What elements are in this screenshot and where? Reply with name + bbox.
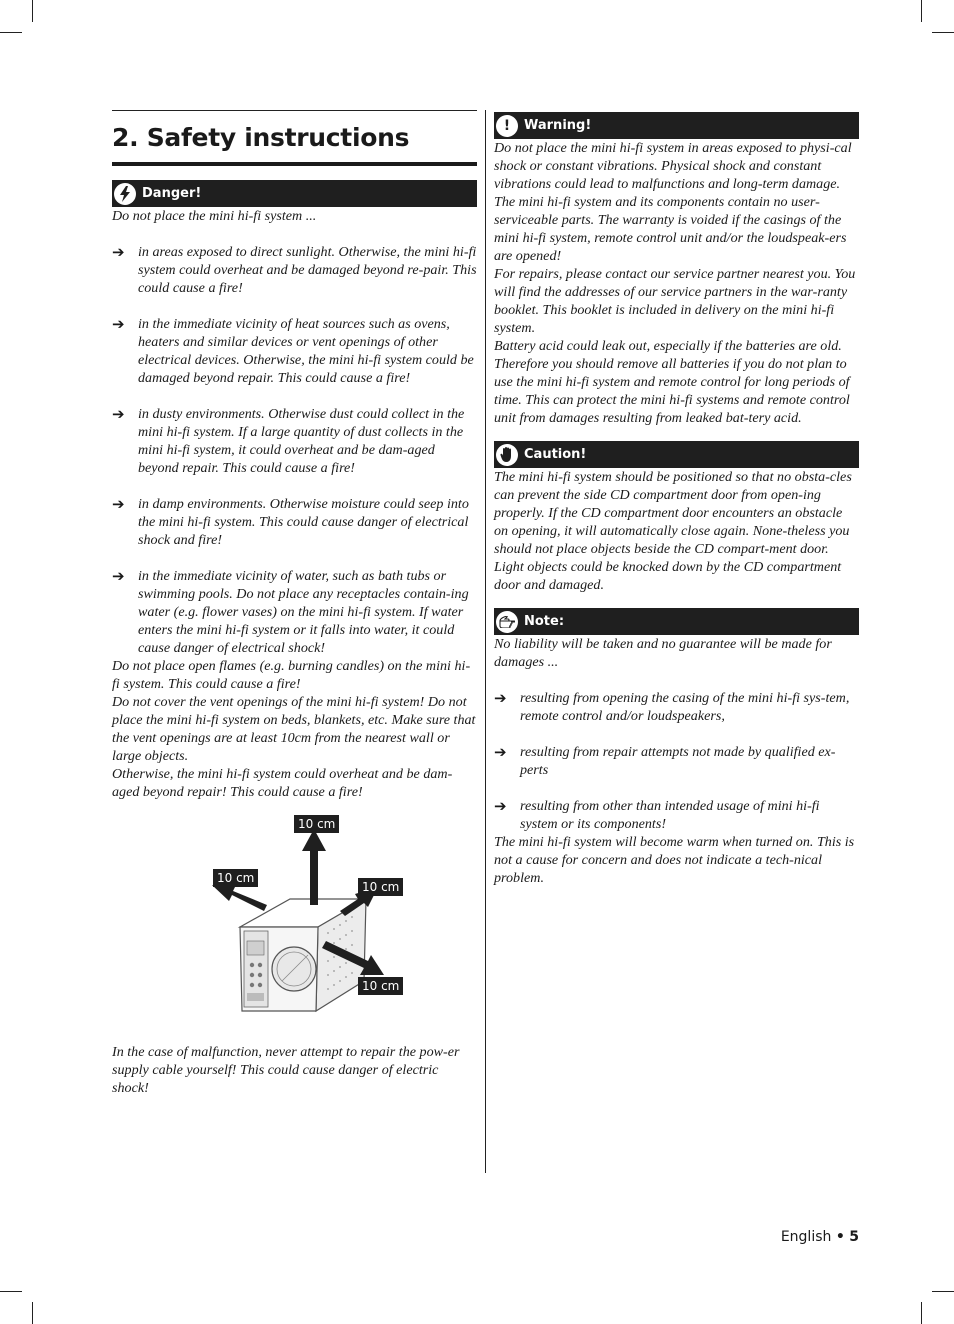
danger-flames-paragraph: Do not place open flames (e.g. burning candles) on the mini hi-fi system. This could cause a fire! xyxy=(112,658,471,692)
clearance-diagram xyxy=(112,815,477,1043)
note-bullet: resulting from opening the casing of the mini hi-fi sys-tem, remote control and/or loudspeakers, xyxy=(520,690,850,724)
crop-mark xyxy=(921,1302,922,1324)
danger-bullet: in the immediate vicinity of water, such as bath tubs or swimming pools. Do not place any receptacles contain-ing water (e.g. flower vases) on the mini hi-fi system. If water enters the mini hi-fi system or it falls into water, it could cause danger of electrical shock! xyxy=(138,568,469,656)
page-number: 5 xyxy=(849,1229,859,1245)
danger-intro: Do not place the mini hi-fi system ... xyxy=(112,208,317,224)
list-item xyxy=(112,495,477,549)
danger-bullet: in damp environments. Otherwise moisture could seep into the mini hi-fi system. This could cause danger of electrical shock and fire! xyxy=(138,496,469,548)
caution-heading: Caution! xyxy=(524,447,587,462)
arrow-right-icon: ➔ xyxy=(494,743,507,761)
column-divider xyxy=(485,110,486,1173)
crop-mark xyxy=(932,32,954,33)
danger-bullet: in dusty environments. Otherwise dust could collect in the mini hi-fi system. If a large quantity of dust collects in the mini hi-fi system, it could overheat and be dam-aged beyond repair. This could cause a fire! xyxy=(138,406,465,476)
pointing-hand-icon xyxy=(496,611,518,633)
crop-mark xyxy=(0,1291,22,1292)
lightning-icon xyxy=(114,183,136,205)
list-item xyxy=(112,243,477,297)
danger-heading: Danger! xyxy=(142,186,202,201)
arrow-right-icon: ➔ xyxy=(494,689,507,707)
caution-heading-bar xyxy=(494,441,859,468)
note-warm-paragraph: The mini hi-fi system will become warm when turned on. This is not a cause for concern and does not indicate a tech-nical problem. xyxy=(494,834,855,886)
warning-paragraph-4: Battery acid could leak out, especially if the batteries are old. Therefore you should remove all batteries if you do not plan to use the mini hi-fi system and remote control for long periods of time. This can protect the mini hi-fi systems and remote control unit from damages resulting from leaked bat-tery acid. xyxy=(494,338,850,426)
warning-heading-bar xyxy=(494,112,859,139)
warning-paragraph-3: For repairs, please contact our service partner nearest you. You will find the addresses of our service partners in the war-ranty booklet. This booklet is included in delivery on the mini hi-fi system. xyxy=(494,266,856,336)
diagram-label-left: 10 cm xyxy=(213,869,258,887)
arrow-right-icon: ➔ xyxy=(112,495,125,513)
crop-mark xyxy=(921,0,922,22)
title-rule-bottom xyxy=(112,162,477,166)
danger-overheat-paragraph: Otherwise, the mini hi-fi system could overheat and be dam-aged beyond repair! This could cause a fire! xyxy=(112,766,453,800)
caution-paragraph: The mini hi-fi system should be positioned so that no obsta-cles can prevent the side CD compartment door from open-ing properly. If the CD compartment door encounters an obstacle on opening, it will automatically close again. None-theless you should not place objects beside the CD compart-ment door. Light objects could be knocked down by the CD compartment door and damaged. xyxy=(494,469,852,593)
crop-mark xyxy=(32,0,33,22)
arrow-right-icon: ➔ xyxy=(112,567,125,585)
footer-language: English xyxy=(780,1229,832,1245)
note-bullet: resulting from repair attempts not made by qualified ex-perts xyxy=(520,744,836,778)
arrow-right-icon: ➔ xyxy=(494,797,507,815)
danger-vents-paragraph: Do not cover the vent openings of the mini hi-fi system! Do not place the mini hi-fi system on beds, blankets, etc. Make sure that the vent openings are at least 10cm from the nearest wall or large objects. xyxy=(112,694,476,764)
page-footer xyxy=(781,1229,859,1245)
diagram-label-bottom: 10 cm xyxy=(358,977,403,995)
danger-heading-bar xyxy=(112,180,477,207)
crop-mark xyxy=(32,1302,33,1324)
warning-heading: Warning! xyxy=(524,118,592,133)
list-item xyxy=(112,405,477,477)
title-rule-top xyxy=(112,110,477,111)
danger-bullet: in areas exposed to direct sunlight. Otherwise, the mini hi-fi system could overheat and be damaged beyond re-pair. This could cause a fire! xyxy=(138,244,477,296)
list-item xyxy=(494,689,859,725)
warning-paragraph-1: Do not place the mini hi-fi system in areas exposed to physi-cal shock or constant vibrations. Physical shock and constant vibrations could lead to malfunctions and long-term damage. xyxy=(494,140,852,192)
note-bullet: resulting from other than intended usage of mini hi-fi system or its components! xyxy=(520,798,820,832)
crop-mark xyxy=(932,1291,954,1292)
footer-separator: • xyxy=(835,1229,845,1245)
list-item xyxy=(112,315,477,387)
left-column xyxy=(112,110,477,1097)
list-item xyxy=(494,797,859,833)
diagram-label-right: 10 cm xyxy=(358,878,403,896)
note-heading: Note: xyxy=(524,614,565,629)
warning-paragraph-2: The mini hi-fi system and its components contain no user-serviceable parts. The warranty is voided if the casings of the mini hi-fi system, remote control unit and/or the loudspeak-ers are opened! xyxy=(494,194,847,264)
note-heading-bar xyxy=(494,608,859,635)
arrow-right-icon: ➔ xyxy=(112,243,125,261)
list-item xyxy=(494,743,859,779)
diagram-label-top: 10 cm xyxy=(294,815,339,833)
page-title: 2. Safety instructions xyxy=(112,123,410,152)
exclamation-icon: ! xyxy=(496,115,518,137)
list-item xyxy=(112,567,477,657)
hifi-device-illustration xyxy=(112,815,477,1043)
right-column xyxy=(494,112,859,887)
danger-cable-paragraph: In the case of malfunction, never attempt to repair the pow-er supply cable yourself! This could cause danger of electric shock! xyxy=(112,1044,460,1096)
arrow-right-icon: ➔ xyxy=(112,315,125,333)
hand-stop-icon xyxy=(496,444,518,466)
crop-mark xyxy=(0,32,22,33)
arrow-right-icon: ➔ xyxy=(112,405,125,423)
note-intro: No liability will be taken and no guarantee will be made for damages ... xyxy=(494,636,832,670)
danger-bullet: in the immediate vicinity of heat sources such as ovens, heaters and similar devices or vent openings of other electrical devices. Otherwise, the mini hi-fi system could be damaged beyond repair. This could cause a fire! xyxy=(138,316,474,386)
